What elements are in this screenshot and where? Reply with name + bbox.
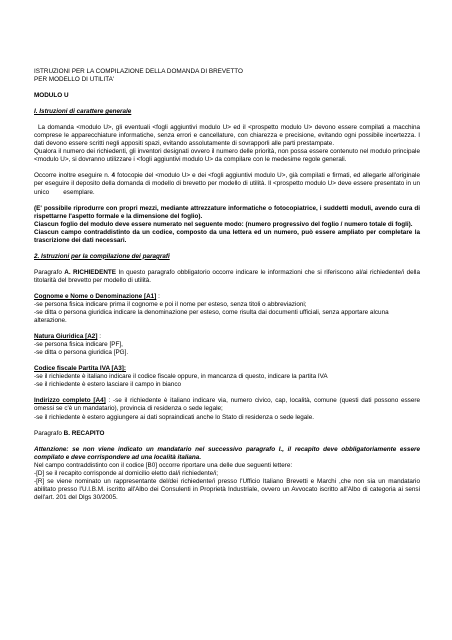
field-a2-title: Natura Giuridica [A2]	[34, 333, 98, 341]
field-b0-line-3: -[R] se viene nominato un rappresentante del/dei richiedente/i presso l'Ufficio Italiano Brevetti e Marchi ,che non sia un mandatario abilitato presso l'U.I.B.M. iscritto all'Albo dei Consulenti in Proprietà Industriale, ovvero un Avvocato iscritto all'Albo di categoria ai sensi dell'art. 201 del Dlgs 30/2005.	[34, 477, 420, 501]
paragraph-b-recapito	[34, 430, 420, 438]
section-2-heading: 2. Istruzioni per la compilazione dei paragrafi	[34, 252, 170, 260]
attention-note: Attenzione: se non viene indicato un mandatario nel successivo paragrafo I., il recapito deve obbligatoriamente essere compilato e deve corrispondere ad una località italiana.	[34, 445, 420, 461]
field-a1-line-2: -se ditta o persona giuridica indicare la denominazione per esteso, come risulta dai documenti ufficiali, senza apportare alcuna alterazione.	[34, 309, 389, 325]
field-a1-line-1: -se persona fisica indicare prima il cognome e poi il nome per esteso, senza titoli o abbreviazioni;	[34, 300, 307, 308]
photocopies-count: 4	[111, 172, 116, 180]
paragraph-photocopies	[34, 172, 420, 196]
field-a4-text: : -se il richiedente è italiano indicare via, numero civico, cap, località, comune (questi dati possono essere omessi se c'è un mandatario), provincia di residenza o sede legale;	[34, 397, 421, 413]
document-title-line-1: ISTRUZIONI PER LA COMPILAZIONE DELLA DOMANDA DI BREVETTO	[34, 68, 243, 75]
field-a4-title: Indirizzo completo [A4]	[34, 397, 106, 405]
field-a1-suffix: :	[156, 292, 160, 300]
photocopies-text-a: Occorre inoltre eseguire n.	[34, 172, 112, 180]
field-a2-heading	[34, 333, 420, 341]
field-a4-line-2: -se il richiedente è estero aggiungere ai dati sopraindicati anche lo Stato di residenza o sede legale.	[34, 413, 315, 421]
document-title-line-2: PER MODELLO DI UTILITA'	[34, 76, 115, 84]
field-a4-paragraph	[34, 397, 420, 413]
field-a3-line-1: -se il richiedente è italiano indicare il codice fiscale oppure, in mancanza di questo, indicare la partita IVA	[34, 373, 328, 381]
field-b0-line-2: -[D] se il recapito corrisponde al domicilio eletto dal/i richiedente/i;	[34, 469, 219, 477]
bold-note-fields: Ciascun campo contraddistinto da un codice, composto da una lettera ed un numero, può essere ampliato per completare la trascrizione dei dati necessari.	[34, 228, 420, 244]
field-a1-heading	[34, 293, 420, 301]
paragraph-additional-sheets: Qualora il numero dei richiedenti, gli inventori designati ovvero il numero delle priorità, non possa essere contenuto nel modulo principale <modulo U>, si dovranno utilizzare i <fogli aggiuntivi modulo U> da compilare con le medesime regole generali.	[34, 148, 420, 164]
field-a3-heading: Codice fiscale Partita IVA [A3]:	[34, 365, 127, 373]
field-a3-line-2: -se il richiedente è estero lasciare il campo in bianco	[34, 381, 182, 389]
field-a1-title: Cognome e Nome o Denominazione [A1]	[34, 292, 157, 300]
paragraph-a-label: A. RICHIEDENTE	[64, 268, 117, 276]
paragraph-general-rules	[34, 124, 420, 148]
document-page	[34, 68, 420, 502]
field-a2-line-2: -se ditta o persona giuridica [PG].	[34, 349, 129, 357]
module-heading: MODULO U	[34, 92, 69, 100]
paragraph-a-prefix: Paragrafo	[34, 268, 65, 276]
paragraph-b-prefix: Paragrafo	[34, 429, 64, 437]
bold-note-numbering: Ciascun foglio del modulo deve essere numerato nel seguente modo: (numero progressivo del foglio / numero totale di fogli).	[34, 220, 413, 228]
paragraph-a-text: In questo paragrafo obbligatorio occorre indicare le informazioni che si riferiscono al/ai richiedente/i della titolarità del brevetto per modello di utilità.	[34, 268, 420, 284]
bold-note-reproduction: (E' possibile riprodurre con propri mezzi, mediante attrezzature informatiche o fotocopiatrice, i suddetti moduli, avendo cura di rispettarne l'aspetto formale e la dimensione del foglio).	[34, 204, 420, 220]
paragraph-b-label: B. RECAPITO	[63, 429, 105, 437]
field-a2-line-1: -se persona fisica indicare [PF],	[34, 341, 123, 349]
photocopies-text-b: fotocopie del <modulo U> e dei <fogli aggiuntivi modulo U>, già compilati e firmati, ed allegarle all'originale per eseguire il deposito della domanda di modello di brevetto per modello di utilità. Il <prospetto modulo U> deve essere presentato in un unico esemplare.	[34, 172, 422, 196]
section-1-heading: I. Istruzioni di carattere generale	[34, 108, 132, 116]
paragraph-general-rules-text: La domanda <modulo U>, gli eventuali <fogli aggiuntivi modulo U> ed il <prospetto modulo U> devono essere compilati a macchina comprese le apparecchiature informatiche, senza errori e cancellature, con chiarezza e precisione, evitando ogni possibile incertezza. I dati devono essere scritti negli appositi spazi, evitando assolutamente di sovrapporli alle parti prestampate.	[34, 124, 420, 148]
field-a2-suffix: :	[97, 333, 101, 341]
paragraph-a-richiedente	[34, 269, 420, 285]
field-b0-line-1: Nel campo contraddistinto con il codice [B0] occorre riportare una delle due seguenti lettere:	[34, 461, 293, 469]
